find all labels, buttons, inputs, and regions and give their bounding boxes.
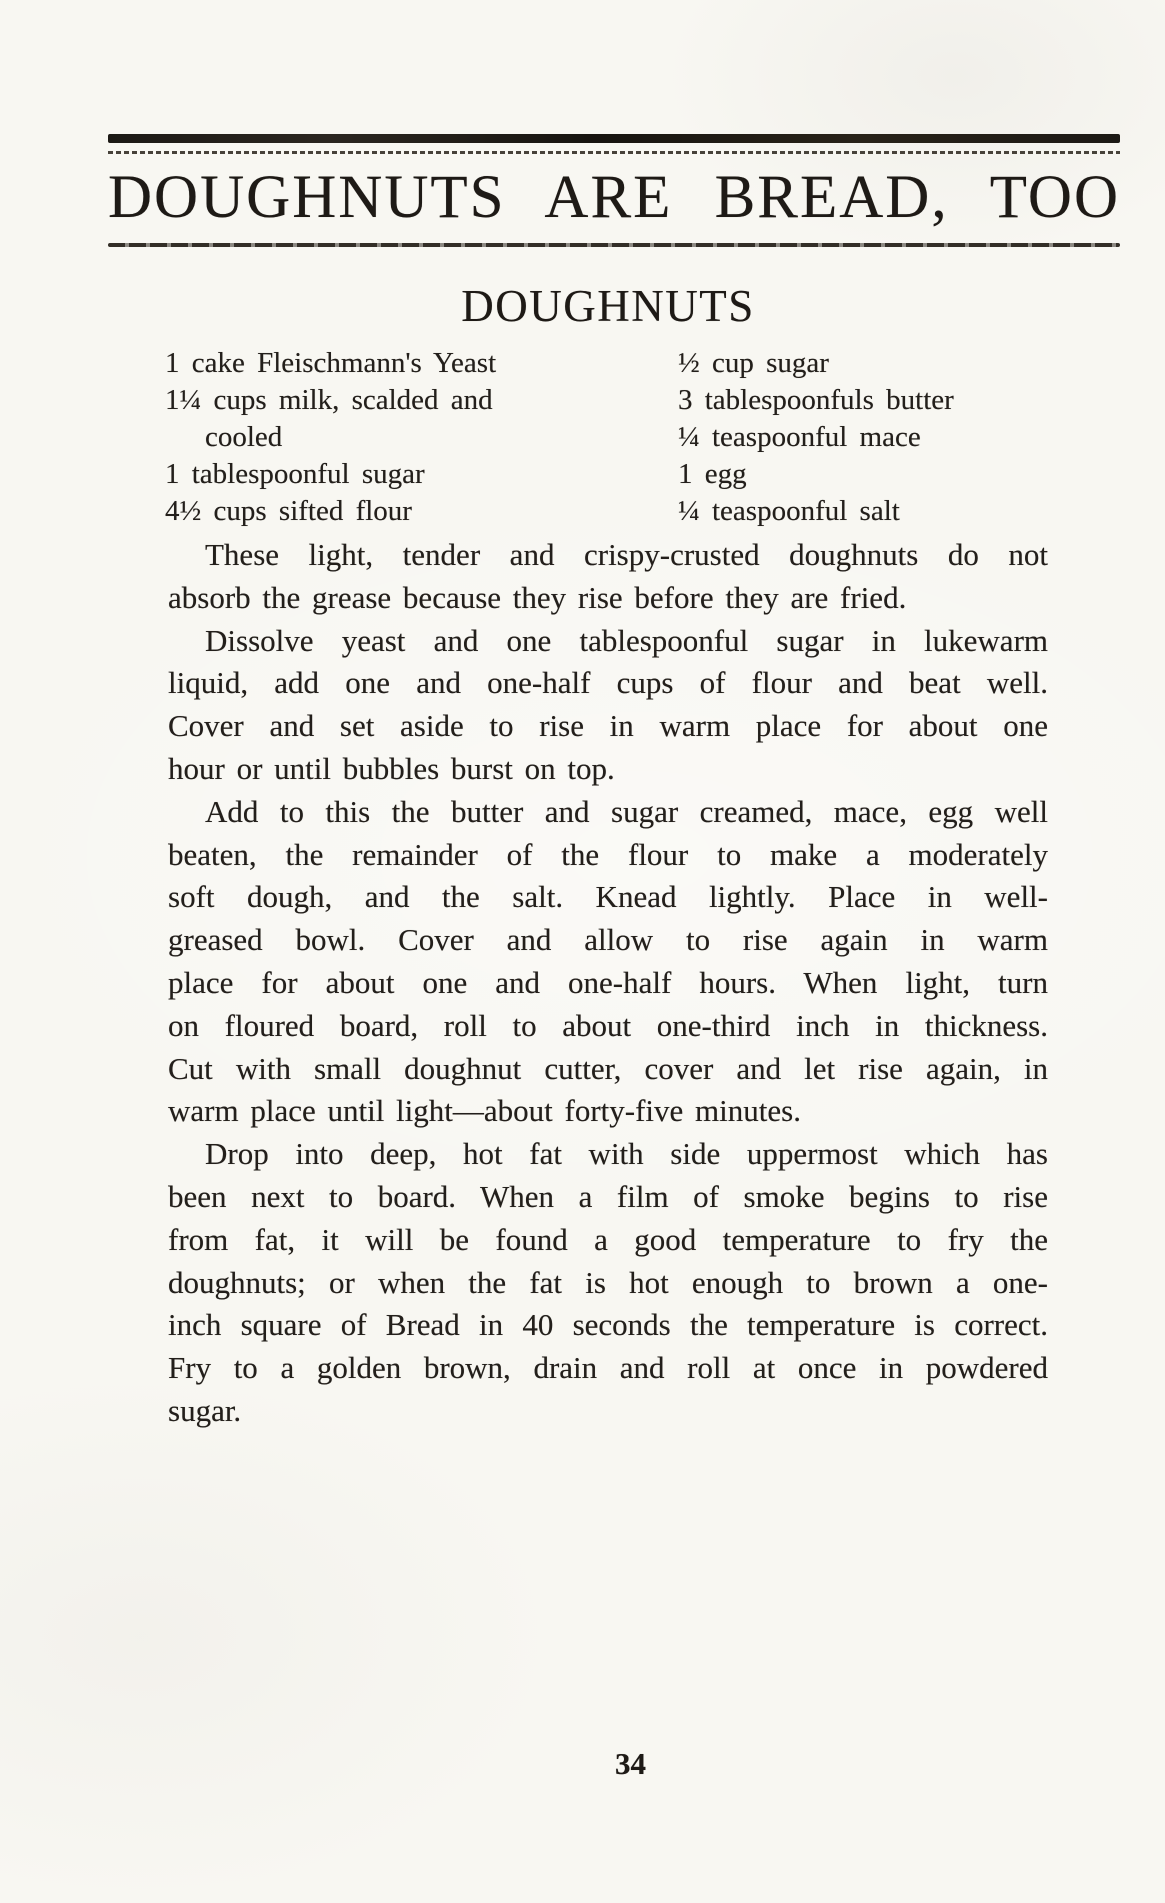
body-line: soft dough, and the salt. Knead lightly. Place in well- bbox=[168, 879, 1048, 915]
body-line: Fry to a golden brown, drain and roll at once in powdered bbox=[168, 1350, 1048, 1386]
body-line: hour or until bubbles burst on top. bbox=[168, 750, 615, 786]
body-line: been next to board. When a film of smoke begins to rise bbox=[168, 1178, 1048, 1214]
body-line: beaten, the remainder of the flour to make a moderately bbox=[168, 836, 1048, 872]
body-line: warm place until light—about forty-five minutes. bbox=[168, 1093, 801, 1129]
top-rule-thick bbox=[108, 134, 1120, 143]
body-line: on floured board, roll to about one-third inch in thickness. bbox=[168, 1007, 1048, 1043]
body-line: from fat, it will be found a good temperature to fry the bbox=[168, 1221, 1048, 1257]
ingredient-item: 1 cake Fleischmann's Yeast bbox=[165, 347, 497, 379]
recipe-instructions bbox=[168, 534, 1048, 1433]
page-number: 34 bbox=[615, 1746, 646, 1781]
body-line: greased bowl. Cover and allow to rise again in warm bbox=[168, 922, 1048, 958]
body-line: liquid, add one and one-half cups of flour and beat well. bbox=[168, 665, 1048, 701]
chapter-header bbox=[108, 134, 1120, 247]
body-line: Drop into deep, hot fat with side uppermost which has bbox=[205, 1136, 1048, 1172]
chapter-title: DOUGHNUTS ARE BREAD, TOO bbox=[108, 164, 1120, 231]
ingredients-right-column bbox=[678, 345, 1048, 530]
ingredient-item: cooled bbox=[205, 421, 283, 453]
body-line: These light, tender and crispy-crusted doughnuts do not bbox=[205, 537, 1048, 572]
ingredient-item: 3 tablespoonfuls butter bbox=[678, 384, 954, 416]
ingredients-left-column bbox=[165, 345, 625, 530]
recipe-title: DOUGHNUTS bbox=[461, 281, 755, 331]
ingredient-item: ¼ teaspoonful mace bbox=[678, 421, 921, 453]
ingredient-item: 1¼ cups milk, scalded and bbox=[165, 384, 493, 416]
ingredient-item: ¼ teaspoonful salt bbox=[678, 495, 900, 527]
body-line: Cut with small doughnut cutter, cover and let rise again, in bbox=[168, 1050, 1048, 1086]
body-line: place for about one and one-half hours. When light, turn bbox=[168, 964, 1048, 1000]
body-line: absorb the grease because they rise before they are fried. bbox=[168, 579, 907, 615]
body-line: Add to this the butter and sugar creamed, mace, egg well bbox=[205, 793, 1048, 829]
ingredient-item: ½ cup sugar bbox=[678, 347, 829, 379]
top-rule-thin bbox=[108, 151, 1120, 154]
body-line: inch square of Bread in 40 seconds the temperature is correct. bbox=[168, 1307, 1048, 1343]
body-line: Cover and set aside to rise in warm place for about one bbox=[168, 708, 1048, 744]
body-line: sugar. bbox=[168, 1392, 242, 1428]
ingredient-item: 1 egg bbox=[678, 458, 747, 490]
ingredients-section bbox=[165, 345, 1055, 535]
ingredient-item: 1 tablespoonful sugar bbox=[165, 458, 425, 490]
ingredient-item: 4½ cups sifted flour bbox=[165, 495, 412, 527]
title-underline-rule bbox=[108, 243, 1120, 247]
body-line: doughnuts; or when the fat is hot enough to brown a one- bbox=[168, 1264, 1048, 1300]
body-line: Dissolve yeast and one tablespoonful sugar in lukewarm bbox=[205, 622, 1048, 658]
page-footer bbox=[0, 1746, 1165, 1782]
